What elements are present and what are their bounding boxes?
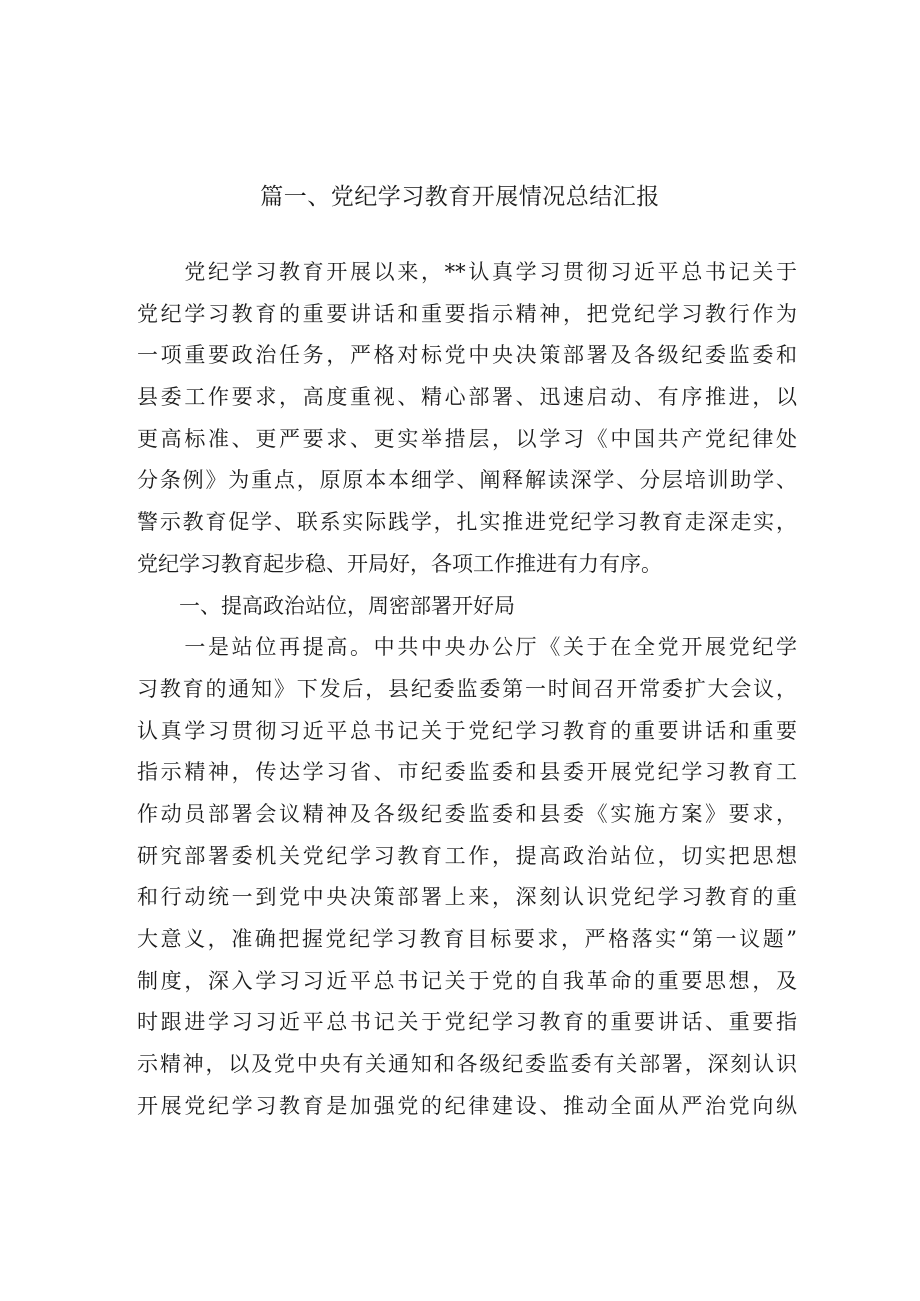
paragraph-line: 警示教育促学、联系实际践学，扎实推进党纪学习教育走深走实，	[137, 510, 797, 535]
paragraph-line: 认真学习贯彻习近平总书记关于党纪学习教育的重要讲话和重要	[137, 718, 797, 743]
section-heading: 一、提高政治站位，周密部署开好局	[137, 593, 515, 618]
paragraph-line: 更高标准、更严要求、更实举措层，以学习《中国共产党纪律处	[137, 426, 797, 451]
paragraph-line: 作动员部署会议精神及各级纪委监委和县委《实施方案》要求，	[137, 801, 797, 826]
paragraph-line: 开展党纪学习教育是加强党的纪律建设、推动全面从严治党向纵	[137, 1093, 797, 1118]
paragraph-line: 党纪学习教育的重要讲话和重要指示精神，把党纪学习教行作为	[137, 301, 797, 326]
document-title: 篇一、党纪学习教育开展情况总结汇报	[260, 184, 660, 210]
paragraph-line: 习教育的通知》下发后，县纪委监委第一时间召开常委扩大会议，	[137, 676, 797, 701]
document-body	[137, 252, 797, 1127]
paragraph-line: 一项重要政治任务，严格对标党中央决策部署及各级纪委监委和	[137, 343, 797, 368]
paragraph-line: 大意义，准确把握党纪学习教育目标要求，严格落实“第一议题”	[137, 927, 797, 951]
paragraph-line: 县委工作要求，高度重视、精心部署、迅速启动、有序推进，以	[137, 385, 797, 410]
paragraph-line: 制度，深入学习习近平总书记关于党的自我革命的重要思想，及	[137, 968, 797, 993]
paragraph-line: 党纪学习教育起步稳、开局好，各项工作推进有力有序。	[137, 551, 662, 576]
paragraph-line: 示精神，以及党中央有关通知和各级纪委监委有关部署，深刻认识	[137, 1052, 797, 1077]
paragraph-line: 研究部署委机关党纪学习教育工作，提高政治站位，切实把思想	[137, 843, 797, 868]
paragraph-line: 指示精神，传达学习省、市纪委监委和县委开展党纪学习教育工	[137, 760, 797, 785]
paragraph-line: 时跟进学习习近平总书记关于党纪学习教育的重要讲话、重要指	[137, 1010, 797, 1035]
paragraph-line: 党纪学习教育开展以来，**认真学习贯彻习近平总书记关于	[137, 260, 797, 284]
paragraph-line: 分条例》为重点，原原本本细学、阐释解读深学、分层培训助学、	[137, 468, 797, 493]
paragraph-line: 一是站位再提高。中共中央办公厅《关于在全党开展党纪学	[137, 635, 797, 660]
paragraph-line: 和行动统一到党中央决策部署上来，深刻认识党纪学习教育的重	[137, 885, 797, 910]
